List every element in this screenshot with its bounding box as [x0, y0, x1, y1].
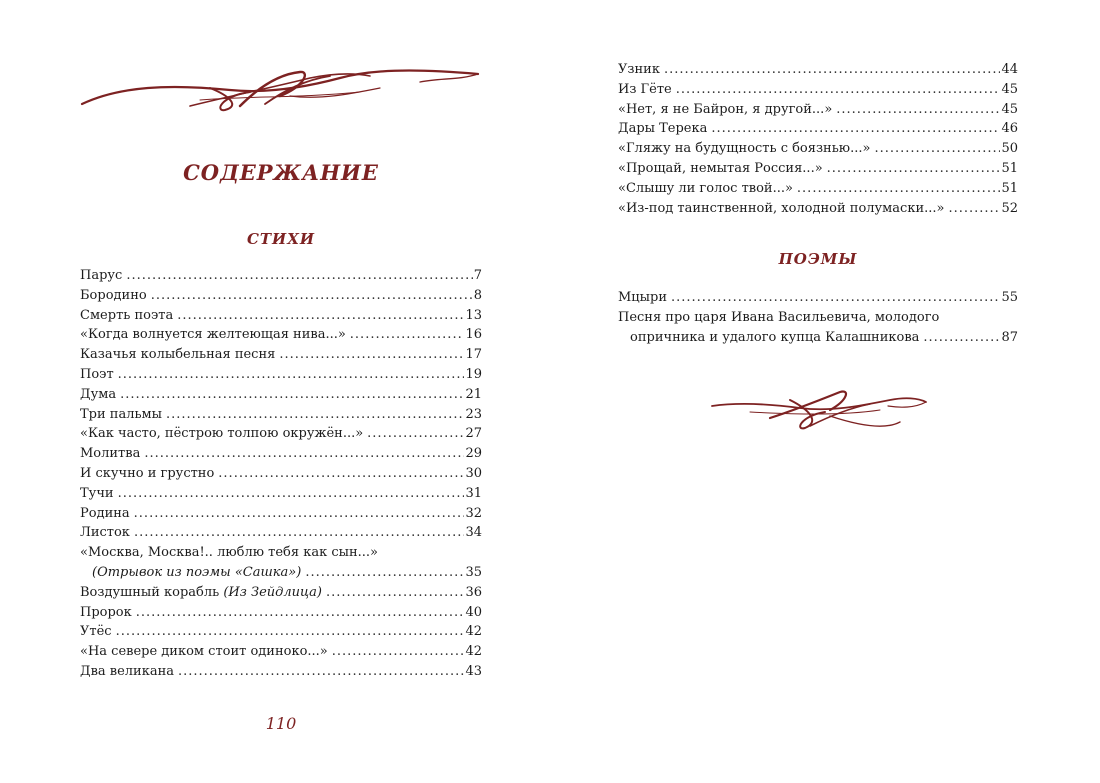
toc-entry[interactable]: «Гляжу на будущность с боязнью...» ..... 50 — [618, 139, 1018, 159]
toc-leader — [350, 325, 465, 345]
toc-page-number: 43 — [465, 663, 482, 679]
toc-entry-multiline[interactable] — [80, 543, 482, 583]
toc-list-verses — [80, 266, 482, 682]
toc-entry[interactable]: Парус ..... 7 — [80, 266, 482, 286]
toc-page-number: 32 — [465, 505, 482, 521]
toc-page-number: 8 — [473, 287, 482, 303]
toc-leader — [279, 345, 464, 365]
toc-page-number: 16 — [465, 327, 482, 343]
toc-page-number: 50 — [1001, 141, 1018, 157]
toc-leader — [948, 199, 1000, 219]
section-title-verses: СТИХИ — [246, 230, 316, 248]
section-title-poems: ПОЭМЫ — [778, 250, 858, 268]
toc-leader — [178, 662, 464, 682]
toc-page-number: 42 — [465, 624, 482, 640]
toc-leader — [664, 60, 1001, 80]
toc-page-number: 7 — [473, 268, 482, 283]
toc-page-number: 36 — [465, 584, 482, 600]
toc-leader — [118, 365, 465, 385]
toc-entry[interactable]: Поэт ..... 19 — [80, 365, 482, 385]
toc-entry[interactable]: «Прощай, немытая Россия...» ..... 51 — [618, 159, 1018, 179]
toc-leader — [134, 504, 465, 524]
toc-page-number: 35 — [465, 564, 482, 580]
toc-leader — [136, 603, 465, 623]
toc-page-number: 45 — [1001, 101, 1018, 117]
toc-entry[interactable]: Молитва ..... 29 — [80, 444, 482, 464]
toc-page-number: 34 — [465, 525, 482, 541]
toc-entry[interactable]: Три пальмы ..... 23 — [80, 405, 482, 425]
toc-leader — [827, 159, 1001, 179]
flourish-ornament-icon — [80, 66, 482, 114]
toc-entry[interactable]: Смерть поэта ..... 13 — [80, 306, 482, 326]
toc-leader — [218, 464, 464, 484]
toc-list-poems — [618, 288, 1018, 347]
toc-page-number: 21 — [465, 386, 482, 402]
toc-page-number: 51 — [1001, 180, 1018, 196]
toc-leader — [671, 288, 1000, 308]
toc-leader — [836, 100, 1000, 120]
flourish-ornament-icon — [710, 386, 930, 436]
toc-entry[interactable]: Два великана ..... 43 — [80, 662, 482, 682]
toc-entry[interactable]: «Слышу ли голос твой...» ..... 51 — [618, 179, 1018, 199]
toc-page-number: 42 — [465, 644, 482, 660]
toc-entry[interactable]: «На севере диком стоит одиноко...» ..... 42 — [80, 642, 482, 662]
toc-entry[interactable]: Родина ..... 32 — [80, 504, 482, 524]
toc-entry[interactable]: Воздушный корабль (Из Зейдлица) ..... 36 — [80, 583, 482, 603]
toc-page-number: 17 — [465, 347, 482, 363]
toc-entry[interactable]: И скучно и грустно ..... 30 — [80, 464, 482, 484]
toc-entry-title-line1: «Москва, Москва!.. люблю тебя как сын...» — [80, 545, 378, 561]
toc-leader — [711, 119, 1000, 139]
toc-entry[interactable]: Мцыри ..... 55 — [618, 288, 1018, 308]
toc-entry[interactable]: «Когда волнуется желтеющая нива...» ..... 16 — [80, 325, 482, 345]
toc-page-number: 19 — [465, 366, 482, 382]
left-page — [80, 0, 482, 783]
toc-entry[interactable]: «Из-под таинственной, холодной полумаски...» ..... 52 — [618, 199, 1018, 219]
toc-leader — [134, 523, 465, 543]
toc-page-number: 45 — [1001, 81, 1018, 97]
toc-page-number: 46 — [1001, 121, 1018, 137]
toc-page-number: 52 — [1001, 200, 1018, 216]
page-number: 110 — [265, 714, 297, 733]
contents-title: СОДЕРЖАНИЕ — [183, 160, 379, 185]
toc-leader — [151, 286, 473, 306]
toc-page-number: 30 — [465, 465, 482, 481]
toc-entry[interactable]: «Нет, я не Байрон, я другой...» ..... 45 — [618, 100, 1018, 120]
toc-leader — [367, 424, 464, 444]
toc-leader — [332, 642, 465, 662]
toc-entry[interactable]: Тучи ..... 31 — [80, 484, 482, 504]
toc-page-number: 44 — [1001, 62, 1018, 77]
toc-leader — [676, 80, 1001, 100]
right-page — [618, 0, 1018, 783]
toc-leader — [166, 405, 464, 425]
toc-leader — [126, 266, 472, 286]
toc-entry[interactable]: Дума ..... 21 — [80, 385, 482, 405]
toc-page-number: 40 — [465, 604, 482, 620]
toc-entry[interactable]: Листок ..... 34 — [80, 523, 482, 543]
toc-leader — [120, 385, 464, 405]
toc-entry-title-line2: опричника и удалого купца Калашникова — [630, 329, 920, 345]
toc-leader — [797, 179, 1001, 199]
toc-page-number: 29 — [465, 446, 482, 462]
toc-page-number: 31 — [465, 485, 482, 501]
toc-entry[interactable]: Дары Терека ..... 46 — [618, 119, 1018, 139]
toc-entry-subtitle: (Из Зейдлица) — [223, 584, 322, 600]
toc-leader — [305, 563, 464, 583]
toc-page-number: 55 — [1001, 290, 1018, 305]
toc-entry[interactable]: Утёс ..... 42 — [80, 622, 482, 642]
toc-leader — [177, 306, 464, 326]
toc-leader — [874, 139, 1000, 159]
toc-leader — [116, 622, 465, 642]
toc-leader — [326, 583, 465, 603]
toc-entry-multiline[interactable] — [618, 308, 1018, 348]
toc-entry-title-line2: (Отрывок из поэмы «Сашка») — [92, 564, 302, 580]
toc-page-number: 13 — [465, 307, 482, 323]
toc-entry[interactable]: Узник ..... 44 — [618, 60, 1018, 80]
toc-page-number: 23 — [465, 406, 482, 422]
toc-page-number: 27 — [465, 426, 482, 442]
toc-entry[interactable]: «Как часто, пёстрою толпою окружён...» ..... 27 — [80, 424, 482, 444]
toc-leader — [923, 328, 1000, 348]
toc-entry[interactable]: Пророк ..... 40 — [80, 603, 482, 623]
toc-leader — [118, 484, 465, 504]
toc-entry[interactable]: Бородино ..... 8 — [80, 286, 482, 306]
toc-leader — [144, 444, 464, 464]
toc-entry[interactable]: Из Гёте ..... 45 — [618, 80, 1018, 100]
toc-entry[interactable]: Казачья колыбельная песня ..... 17 — [80, 345, 482, 365]
toc-page-number: 87 — [1001, 329, 1018, 345]
toc-entry-title-line1: Песня про царя Ивана Васильевича, молодого — [618, 309, 940, 325]
toc-page-number: 51 — [1001, 160, 1018, 176]
toc-list-verses-continued — [618, 60, 1018, 218]
